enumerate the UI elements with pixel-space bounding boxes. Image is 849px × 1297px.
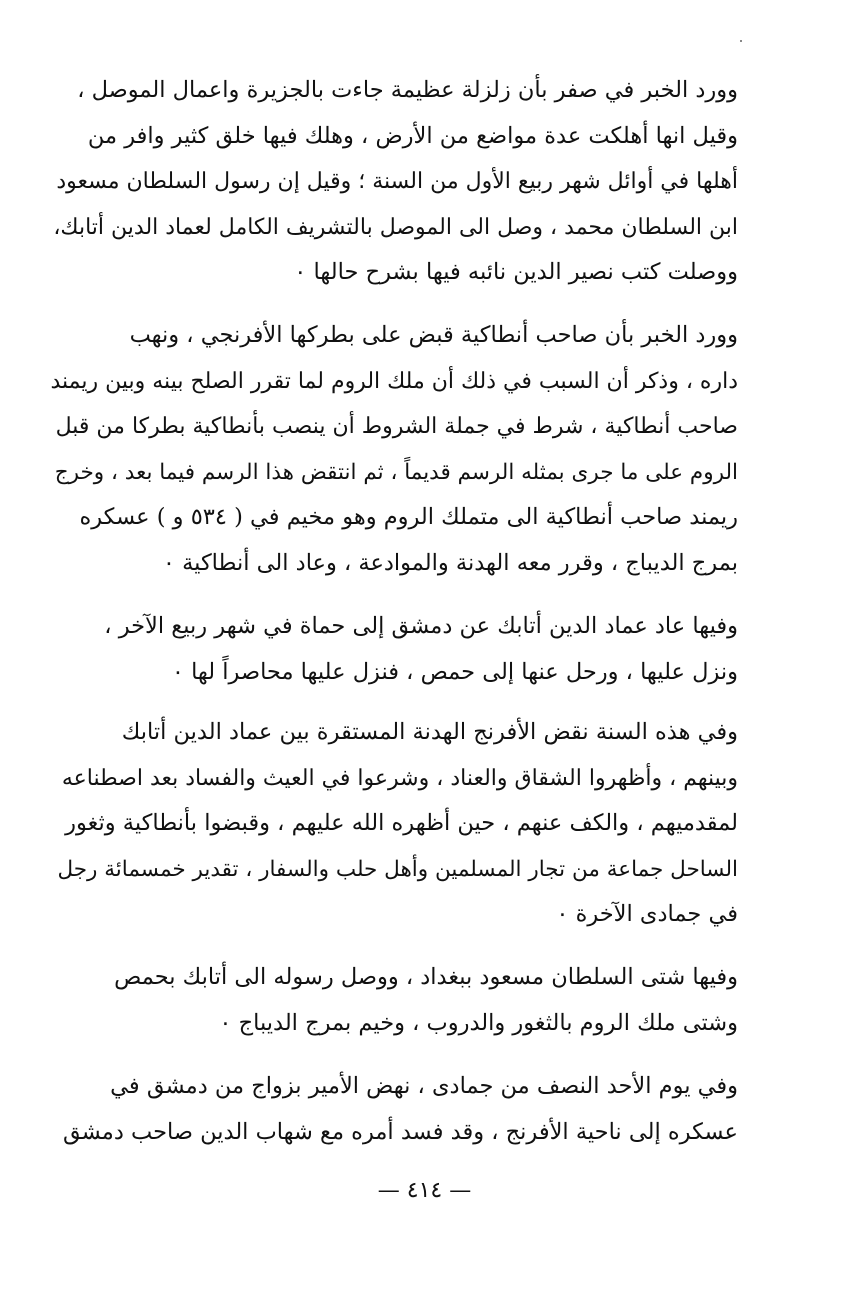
paragraph-2 <box>50 313 738 586</box>
text-line: ريمند صاحب أنطاكية الى متملك الروم وهو مخيم في ( ٥٣٤ و ) عسكره <box>79 504 738 530</box>
text-line: صاحب أنطاكية ، شرط في جملة الشروط أن ينصب بأنطاكية بطركا من قبل <box>55 414 738 439</box>
text-line: وفيها عاد عماد الدين أتابك عن دمشق إلى حماة في شهر ربيع الآخر ، <box>104 613 738 639</box>
text-line: وقيل انها أهلكت عدة مواضع من الأرض ، وهلك فيها خلق كثير وافر من <box>87 122 738 149</box>
text-line: بمرج الديباج ، وقرر معه الهدنة والموادعة ، وعاد الى أنطاكية ٠ <box>162 549 738 576</box>
page-number: — ٤١٤ — <box>377 1178 472 1203</box>
scan-speck <box>740 40 742 42</box>
paragraph-3 <box>50 604 738 695</box>
paragraph-4 <box>50 710 738 938</box>
text-line: وشتى ملك الروم بالثغور والدروب ، وخيم بمرج الديباج ٠ <box>219 1009 738 1036</box>
text-line: ابن السلطان محمد ، وصل الى الموصل بالتشريف الكامل لعماد الدين أتابك، <box>53 214 738 240</box>
text-line: لمقدميهم ، والكف عنهم ، حين أظهره الله عليهم ، وقبضوا بأنطاكية وثغور <box>65 810 738 836</box>
text-line: ووصلت كتب نصير الدين نائبه فيها بشرح حالها ٠ <box>294 259 738 285</box>
text-line: أهلها في أوائل شهر ربيع الأول من السنة ؛ وقيل إن رسول السلطان مسعود <box>56 169 738 194</box>
text-line: وفي هذه السنة نقض الأفرنج الهدنة المستقرة بين عماد الدين أتابك <box>121 719 738 745</box>
text-line: وبينهم ، وأظهروا الشقاق والعناد ، وشرعوا في العيث والفساد بعد اصطناعه <box>61 765 738 791</box>
text-line: وورد الخبر في صفر بأن زلزلة عظيمة جاءت بالجزيرة واعمال الموصل ، <box>77 77 738 103</box>
paragraph-5 <box>50 955 738 1046</box>
text-line: ونزل عليها ، ورحل عنها إلى حمص ، فنزل عليها محاصراً لها ٠ <box>171 658 738 685</box>
text-line: في جمادى الآخرة ٠ <box>556 901 738 927</box>
text-line: وورد الخبر بأن صاحب أنطاكية قبض على بطركها الأفرنجي ، ونهب <box>129 322 738 348</box>
text-line: وفيها شتى السلطان مسعود ببغداد ، ووصل رسوله الى أتابك بحمص <box>114 964 738 990</box>
paragraph-6 <box>50 1064 738 1155</box>
text-line: عسكره إلى ناحية الأفرنج ، وقد فسد أمره مع شهاب الدين صاحب دمشق <box>62 1118 738 1145</box>
paragraph-1 <box>50 68 738 296</box>
text-line: وفي يوم الأحد النصف من جمادى ، نهض الأمير بزواج من دمشق في <box>110 1073 738 1099</box>
text-line: الساحل جماعة من تجار المسلمين وأهل حلب والسفار ، تقدير خمسمائة رجل <box>57 856 738 882</box>
text-line: الروم على ما جرى بمثله الرسم قديماً ، ثم انتقض هذا الرسم فيما بعد ، وخرج <box>54 459 738 485</box>
text-line: داره ، وذكر أن السبب في ذلك أن ملك الروم لما تقرر الصلح بينه وبين ريمند <box>50 368 738 394</box>
